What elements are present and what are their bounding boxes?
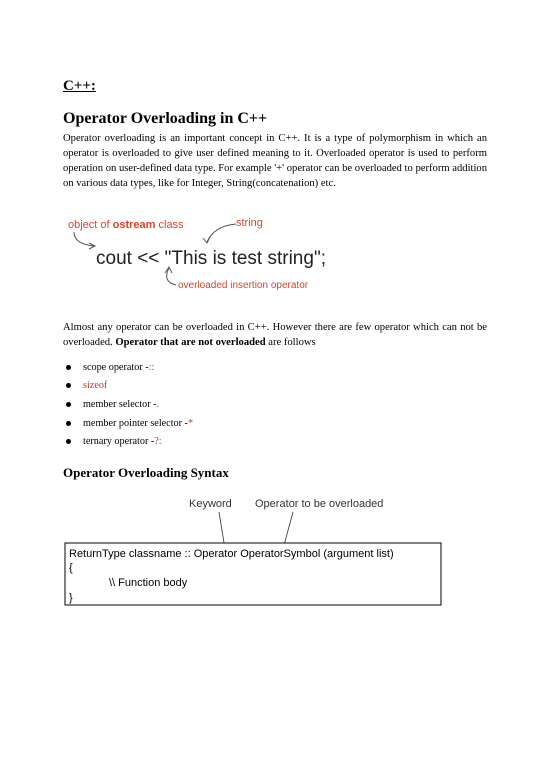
syntax-line-3: \\ Function body [109,577,188,589]
list-item: member selector - . [64,395,193,414]
code-sample: cout << "This is test string"; [96,248,326,269]
bullet-icon [66,383,71,388]
syntax-line-1: ReturnType classname :: Operator OperatorSymbol (argument list) [69,548,394,560]
list-item: sizeof [64,377,193,396]
keyword-label: Keyword [189,498,232,510]
insertion-operator-figure [64,212,364,292]
object-label: object of ostream class [68,219,184,231]
syntax-figure [63,493,443,608]
paragraph-bold-text: Operator that are not overloaded [115,337,266,348]
page-title: Operator Overloading in C++ [63,110,268,127]
non-overloadable-operators-list [64,358,193,451]
bullet-icon [66,402,71,407]
list-item: scope operator - :: [64,358,193,377]
syntax-heading: Operator Overloading Syntax [63,465,229,480]
section-heading: C++: [63,78,96,94]
paragraph-text: Almost any operator can be overloaded in C++. However there are few operator which can not be overloaded. [63,322,487,348]
intro-paragraph: Operator overloading is an important concept in C++. It is a type of polymorphism in which an operator is overloaded to give user defined meaning to it. Overloaded operator is used to perform operation on user-defined data type. For example '+' operator can be overloaded to perform addition on various data types, like for Integer, String(concatenation) etc. [63,133,487,189]
operator-to-overload-label: Operator to be overloaded [255,498,384,510]
bullet-icon [66,439,71,444]
string-arrow [207,224,236,242]
syntax-line-4: } [69,592,73,604]
not-overloaded-paragraph [63,320,487,350]
string-label: string [236,217,263,229]
bullet-icon [66,365,71,370]
operator-label: overloaded insertion operator [178,280,309,291]
paragraph-tail-text: are follows [265,337,316,348]
syntax-line-2: { [69,562,73,574]
bullet-icon [66,421,71,426]
list-item: ternary operator - ?: [64,432,193,451]
list-item: member pointer selector - * [64,414,193,433]
